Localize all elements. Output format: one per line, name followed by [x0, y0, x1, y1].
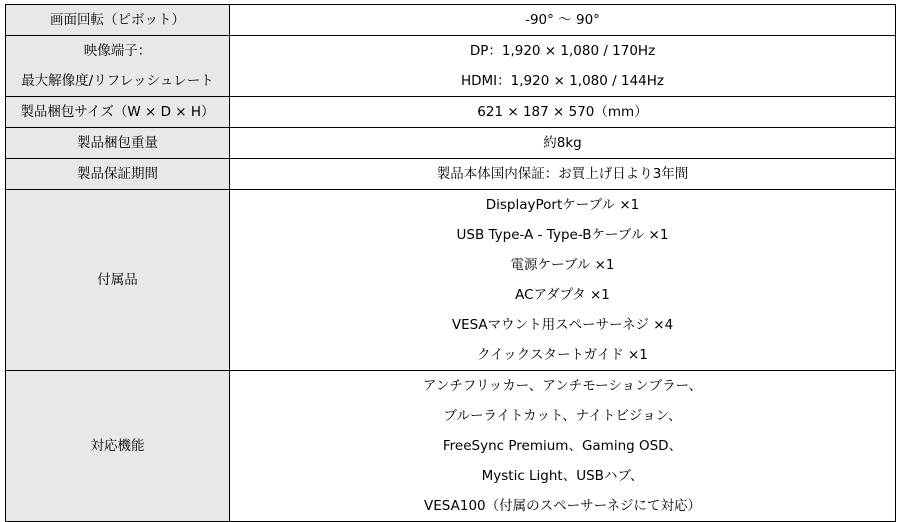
spec-label-text: 映像端子：	[83, 43, 152, 59]
spec-value-text: VESA100（付属のスペーサーネジにて対応）	[424, 498, 701, 514]
spec-value-text: VESAマウント用スペーサーネジ ×4	[451, 317, 674, 333]
spec-value-text: 約8kg	[543, 135, 582, 151]
spec-value-text: クイックスタートガイド ×1	[477, 347, 648, 363]
spec-value-cell	[230, 5, 896, 36]
spec-value-cell	[230, 128, 896, 159]
spec-value-text: 電源ケーブル ×1	[510, 257, 615, 273]
spec-label-text: 対応機能	[90, 438, 145, 454]
spec-label-cell	[6, 159, 230, 190]
spec-value-cell	[230, 371, 896, 522]
spec-value-text: FreeSync Premium、Gaming OSD、	[442, 438, 683, 454]
spec-label-cell	[6, 371, 230, 522]
spec-value-cell	[230, 159, 896, 190]
spec-value-text: アンチフリッカー、アンチモーションブラー、	[422, 378, 703, 394]
spec-value-cell	[230, 97, 896, 128]
spec-row	[6, 159, 896, 190]
spec-value-text: USB Type-A - Type-Bケーブル ×1	[456, 227, 669, 243]
spec-row	[6, 36, 896, 97]
spec-row	[6, 97, 896, 128]
spec-value-text: DP：1,920 × 1,080 / 170Hz	[469, 43, 656, 59]
spec-value-cell	[230, 36, 896, 97]
spec-label-text: 最大解像度/リフレッシュレート	[21, 73, 214, 89]
spec-row	[6, 371, 896, 522]
spec-value-text: -90° ～ 90°	[525, 12, 600, 28]
spec-value-cell	[230, 190, 896, 371]
spec-label-cell	[6, 5, 230, 36]
spec-value-text: HDMI：1,920 × 1,080 / 144Hz	[460, 73, 664, 89]
spec-value-text: ブルーライトカット、ナイトビジョン、	[443, 408, 682, 424]
spec-value-text: 621 × 187 × 570（mm）	[477, 104, 648, 120]
spec-label-text: 付属品	[97, 272, 138, 288]
spec-label-cell	[6, 190, 230, 371]
spec-label-cell	[6, 36, 230, 97]
spec-value-text: ACアダプタ ×1	[515, 287, 610, 303]
spec-value-text: Mystic Light、USBハブ、	[481, 468, 644, 484]
spec-row	[6, 5, 896, 36]
spec-table-body	[6, 5, 896, 522]
spec-table	[5, 4, 896, 522]
spec-value-text: 製品本体国内保証：お買上げ日より3年間	[436, 166, 689, 182]
spec-row	[6, 128, 896, 159]
spec-label-cell	[6, 97, 230, 128]
spec-row	[6, 190, 896, 371]
spec-label-text: 製品保証期間	[77, 166, 158, 182]
spec-label-text: 製品梱包サイズ（W × D × H）	[20, 104, 215, 120]
spec-value-text: DisplayPortケーブル ×1	[485, 197, 640, 213]
spec-label-text: 製品梱包重量	[77, 135, 158, 151]
spec-label-cell	[6, 128, 230, 159]
spec-label-text: 画面回転（ピボット）	[50, 12, 185, 28]
